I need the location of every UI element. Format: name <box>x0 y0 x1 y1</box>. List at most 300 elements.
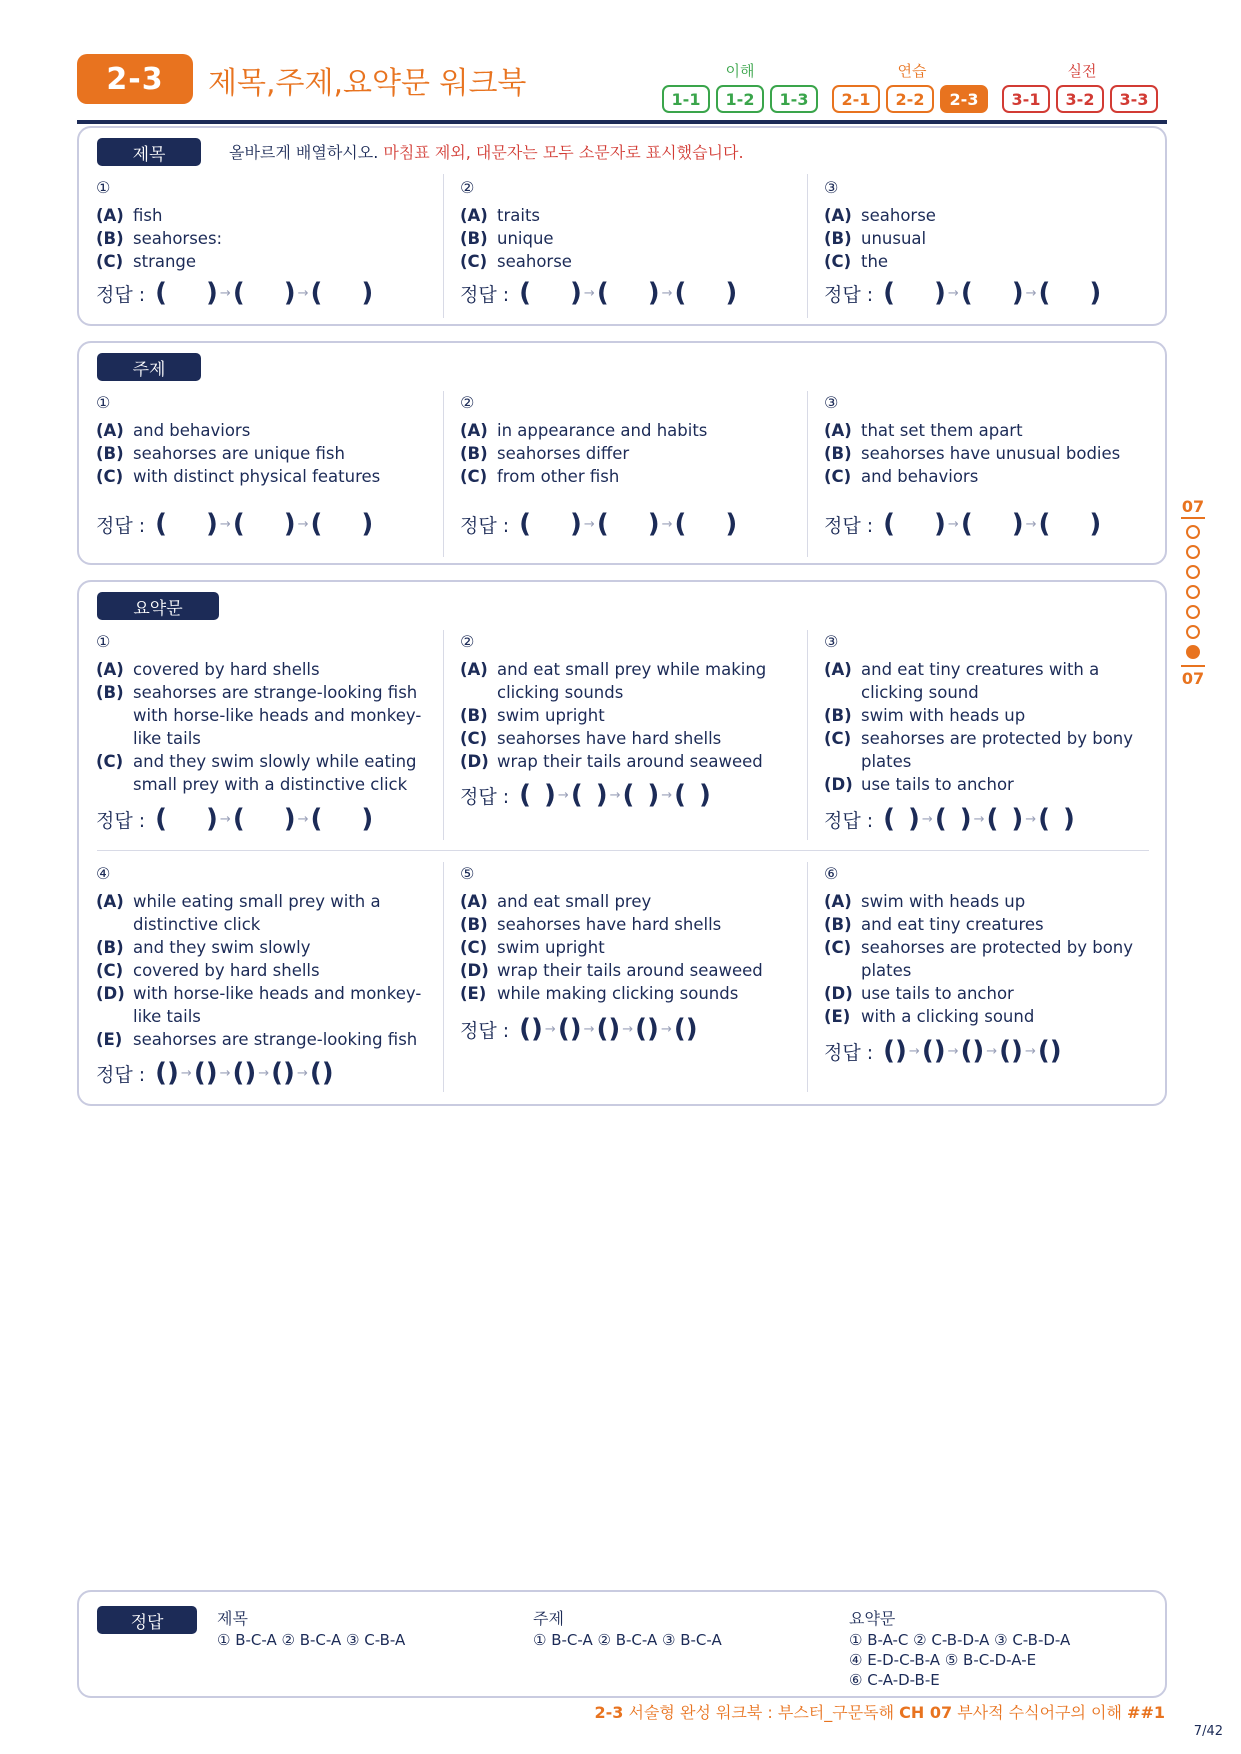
choice-item <box>460 727 800 750</box>
answer-blank[interactable]: ( ) <box>519 780 556 810</box>
answer-blank[interactable]: ( ) <box>310 278 374 308</box>
choice-text: seahorses are strange-looking fish <box>133 1030 418 1049</box>
answer-blank[interactable]: () <box>673 1014 698 1044</box>
choice-item <box>96 227 436 250</box>
choice-label: (B) <box>96 683 124 702</box>
answer-key <box>77 1590 1167 1698</box>
choice-text: and behaviors <box>861 467 979 486</box>
arrow-icon: → <box>908 1043 920 1059</box>
answer-blanks <box>96 804 373 834</box>
instruction-note: 마침표 제외, 대문자는 모두 소문자로 표시했습니다. <box>383 143 744 162</box>
answer-blanks <box>824 509 1101 539</box>
choice-item <box>96 465 436 488</box>
answer-blanks <box>460 278 737 308</box>
arrow-icon: → <box>557 787 569 803</box>
answer-blanks <box>824 278 1101 308</box>
choice-item <box>460 465 800 488</box>
choice-item <box>824 773 1164 796</box>
title-section <box>77 126 1167 326</box>
answer-blank[interactable]: () <box>883 1036 907 1066</box>
answer-blank[interactable]: ( ) <box>519 278 582 308</box>
arrow-icon: → <box>583 516 595 532</box>
answer-key-summary-head: 요약문 <box>849 1609 896 1628</box>
choice-label: (E) <box>96 1030 123 1049</box>
answer-blank[interactable]: ( ) <box>155 509 218 539</box>
choice-label: (E) <box>460 984 487 1003</box>
question-number: ② <box>460 632 475 651</box>
chapter-progress <box>1181 497 1205 688</box>
choice-label: (C) <box>460 252 488 271</box>
answer-label: 정답 : <box>460 514 510 537</box>
choice-label: (C) <box>824 938 852 957</box>
choice-label: (D) <box>96 984 125 1003</box>
answer-blank[interactable]: ( ) <box>960 278 1024 308</box>
arrow-icon: → <box>583 285 595 301</box>
arrow-icon: → <box>219 285 231 301</box>
choice-item <box>824 704 1164 727</box>
answer-label: 정답 : <box>96 809 146 832</box>
choice-label: (A) <box>460 892 488 911</box>
chapter-number-top: 07 <box>1181 497 1205 519</box>
answer-blank[interactable]: ( ) <box>596 278 660 308</box>
answer-blank[interactable]: ( ) <box>622 780 660 810</box>
choice-label: (B) <box>824 229 852 248</box>
choice-label: (C) <box>824 252 852 271</box>
choice-item <box>460 250 800 273</box>
group-label-practice: 연습 <box>897 62 927 80</box>
choice-text: and eat small prey while making clicking sounds <box>497 660 767 702</box>
choice-label: (A) <box>460 421 488 440</box>
answer-blank[interactable]: () <box>960 1036 985 1066</box>
choice-item <box>460 442 800 465</box>
answer-blank[interactable]: ( ) <box>155 804 218 834</box>
answer-label: 정답 : <box>460 283 510 306</box>
choice-label: (C) <box>824 467 852 486</box>
arrow-icon: → <box>661 285 673 301</box>
answer-blank[interactable]: () <box>596 1014 621 1044</box>
arrow-icon: → <box>219 811 231 827</box>
answer-label: 정답 : <box>824 514 874 537</box>
choice-label: (C) <box>460 729 488 748</box>
choice-item <box>96 936 436 959</box>
choice-text: seahorses have hard shells <box>497 915 722 934</box>
choice-label: (B) <box>824 915 852 934</box>
choice-item <box>824 936 1164 982</box>
choice-text: and they swim slowly <box>133 938 311 957</box>
step-2-2[interactable]: 2-2 <box>886 85 934 113</box>
choice-item <box>824 982 1164 1005</box>
arrow-icon: → <box>1024 1043 1036 1059</box>
choice-item <box>96 442 436 465</box>
choice-item <box>460 913 800 936</box>
question <box>460 862 800 1005</box>
answer-blank[interactable]: () <box>232 1058 257 1088</box>
choice-text: from other fish <box>497 467 620 486</box>
choice-item <box>460 658 800 704</box>
footer-book: 서술형 완성 워크북 : 부스터_구문독해 <box>623 1703 900 1722</box>
choice-item <box>460 750 800 773</box>
answer-blank[interactable]: ( ) <box>1038 804 1075 834</box>
answer-blank[interactable]: ( ) <box>232 278 296 308</box>
choice-text: and eat small prey <box>497 892 652 911</box>
answer-blank[interactable]: ( ) <box>674 780 711 810</box>
arrow-icon: → <box>544 1021 556 1037</box>
choice-text: use tails to anchor <box>861 984 1014 1003</box>
question <box>460 391 800 488</box>
footer-title <box>595 1700 1165 1723</box>
choice-text: seahorses are protected by bony plates <box>861 938 1134 980</box>
arrow-icon: → <box>1025 516 1037 532</box>
answer-blank[interactable]: ( ) <box>596 509 660 539</box>
section-tag-title: 제목 <box>97 138 201 166</box>
choice-item <box>460 704 800 727</box>
choice-text: that set them apart <box>861 421 1023 440</box>
answer-blank[interactable]: () <box>519 1014 543 1044</box>
choice-item <box>824 442 1164 465</box>
choice-label: (A) <box>96 206 124 225</box>
step-3-1[interactable]: 3-1 <box>1002 85 1050 113</box>
choice-label: (B) <box>460 229 488 248</box>
answer-blanks <box>824 804 1075 834</box>
answer-label: 정답 : <box>96 514 146 537</box>
question <box>96 630 436 796</box>
choice-item <box>96 204 436 227</box>
step-2-1[interactable]: 2-1 <box>832 85 880 113</box>
answer-blank[interactable]: () <box>921 1036 946 1066</box>
choice-text: use tails to anchor <box>861 775 1014 794</box>
arrow-icon: → <box>661 787 673 803</box>
choice-label: (A) <box>824 660 852 679</box>
choice-text: seahorses are protected by bony plates <box>861 729 1134 771</box>
footer-suffix: ##1 <box>1127 1703 1165 1722</box>
choice-label: (E) <box>824 1007 851 1026</box>
choice-label: (A) <box>824 421 852 440</box>
chapter-number-bottom: 07 <box>1181 665 1205 688</box>
answer-blanks <box>824 1036 1062 1066</box>
arrow-icon: → <box>973 811 985 827</box>
question <box>96 862 436 1051</box>
answer-blank[interactable]: ( ) <box>1038 278 1102 308</box>
choice-text: seahorse <box>497 252 572 271</box>
answer-key-topic-head: 주제 <box>533 1609 564 1628</box>
choice-text: seahorses are unique fish <box>133 444 345 463</box>
answer-blank[interactable]: ( ) <box>310 509 374 539</box>
answer-blank[interactable]: ( ) <box>570 780 608 810</box>
choice-item <box>96 1028 436 1051</box>
summary-section <box>77 580 1167 1106</box>
choice-text: seahorse <box>861 206 936 225</box>
answer-key-summary-line3: ⑥ C-A-D-B-E <box>849 1671 940 1689</box>
footer-chapter: CH 07 <box>899 1703 953 1722</box>
choice-item <box>96 419 436 442</box>
choice-label: (B) <box>96 938 124 957</box>
choice-label: (C) <box>96 752 124 771</box>
choice-label: (C) <box>460 938 488 957</box>
choice-text: seahorses: <box>133 229 223 248</box>
answer-blanks <box>96 509 373 539</box>
arrow-icon: → <box>660 1021 672 1037</box>
answer-blank[interactable]: ( ) <box>883 509 946 539</box>
choice-item <box>824 419 1164 442</box>
step-1-1[interactable]: 1-1 <box>662 85 710 113</box>
choice-label: (D) <box>824 984 853 1003</box>
choice-label: (B) <box>96 444 124 463</box>
choice-item <box>460 227 800 250</box>
choice-text: in appearance and habits <box>497 421 708 440</box>
instruction-main: 올바르게 배열하시오. <box>229 143 379 162</box>
choice-item <box>824 1005 1164 1028</box>
question-number: ⑥ <box>824 864 839 883</box>
arrow-icon: → <box>219 1065 231 1081</box>
choice-item <box>460 890 800 913</box>
question <box>460 630 800 773</box>
choice-label: (C) <box>96 252 124 271</box>
choice-label: (C) <box>460 467 488 486</box>
answer-label: 정답 : <box>96 283 146 306</box>
choice-label: (D) <box>824 775 853 794</box>
choice-item <box>460 936 800 959</box>
arrow-icon: → <box>297 811 309 827</box>
step-3-2[interactable]: 3-2 <box>1056 85 1104 113</box>
topic-section <box>77 341 1167 565</box>
choice-item <box>824 204 1164 227</box>
choice-text: strange <box>133 252 197 271</box>
choice-text: unusual <box>861 229 927 248</box>
answer-blank[interactable]: () <box>635 1014 659 1044</box>
step-2-3[interactable]: 2-3 <box>940 85 988 113</box>
answer-blanks <box>460 509 737 539</box>
answer-blank[interactable]: () <box>309 1058 334 1088</box>
choice-label: (B) <box>460 444 488 463</box>
question-number: ⑤ <box>460 864 475 883</box>
arrow-icon: → <box>947 516 959 532</box>
question-number: ① <box>96 178 111 197</box>
choice-label: (A) <box>96 421 124 440</box>
answer-label: 정답 : <box>824 1041 874 1064</box>
arrow-icon: → <box>1025 285 1037 301</box>
choice-item <box>824 250 1164 273</box>
choice-text: traits <box>497 206 541 225</box>
progress-dot <box>1186 545 1200 559</box>
choice-label: (B) <box>824 444 852 463</box>
choice-label: (A) <box>460 206 488 225</box>
answer-blank[interactable]: ( ) <box>960 509 1024 539</box>
choice-item <box>96 750 436 796</box>
answer-label: 정답 : <box>824 809 874 832</box>
answer-key-title-head: 제목 <box>217 1609 248 1628</box>
answer-blanks <box>460 780 711 810</box>
question-number: ③ <box>824 632 839 651</box>
footer-chapter-title: 부사적 수식어구의 이해 <box>952 1703 1128 1722</box>
section-tag-topic: 주제 <box>97 353 201 381</box>
question-number: ④ <box>96 864 111 883</box>
choice-item <box>460 982 800 1005</box>
answer-blank[interactable]: ( ) <box>519 509 582 539</box>
arrow-icon: → <box>296 1065 308 1081</box>
question <box>460 176 800 273</box>
question <box>824 630 1164 796</box>
choice-item <box>96 890 436 936</box>
choice-label: (C) <box>96 961 124 980</box>
progress-dot <box>1186 625 1200 639</box>
choice-text: while eating small prey with a distinctive click <box>133 892 381 934</box>
progress-dot <box>1186 585 1200 599</box>
choice-item <box>460 959 800 982</box>
choice-item <box>824 465 1164 488</box>
answer-key-summary-line2: ④ E-D-C-B-A ⑤ B-C-D-A-E <box>849 1651 1037 1669</box>
answer-label: 정답 : <box>824 283 874 306</box>
choice-item <box>96 959 436 982</box>
answer-key-tag: 정답 <box>97 1606 197 1634</box>
lesson-badge: 2-3 <box>77 54 193 104</box>
answer-blank[interactable]: ( ) <box>986 804 1024 834</box>
question <box>96 391 436 488</box>
choice-text: seahorses are strange-looking fish with horse-like heads and monkey-like tails <box>133 683 422 748</box>
choice-label: (D) <box>460 961 489 980</box>
choice-text: swim upright <box>497 706 605 725</box>
answer-blanks <box>460 1014 698 1044</box>
choice-text: swim with heads up <box>861 706 1026 725</box>
answer-blank[interactable]: ( ) <box>310 804 374 834</box>
answer-label: 정답 : <box>460 1019 510 1042</box>
choice-label: (D) <box>460 752 489 771</box>
choice-text: wrap their tails around seaweed <box>497 961 763 980</box>
choice-text: seahorses have unusual bodies <box>861 444 1121 463</box>
arrow-icon: → <box>947 285 959 301</box>
choice-item <box>824 227 1164 250</box>
progress-dot <box>1186 605 1200 619</box>
question-number: ① <box>96 393 111 412</box>
choice-item <box>824 913 1164 936</box>
progress-dot <box>1186 645 1200 659</box>
answer-blank[interactable]: ( ) <box>883 278 946 308</box>
choice-text: while making clicking sounds <box>497 984 739 1003</box>
arrow-icon: → <box>947 1043 959 1059</box>
progress-dot <box>1186 565 1200 579</box>
arrow-icon: → <box>297 285 309 301</box>
arrow-icon: → <box>921 811 933 827</box>
choice-text: swim with heads up <box>861 892 1026 911</box>
answer-blank[interactable]: () <box>271 1058 295 1088</box>
arrow-icon: → <box>1025 811 1037 827</box>
choice-label: (A) <box>96 660 124 679</box>
arrow-icon: → <box>180 1065 192 1081</box>
step-1-3[interactable]: 1-3 <box>770 85 818 113</box>
choice-item <box>460 204 800 227</box>
group-label-real: 실전 <box>1067 62 1097 80</box>
choice-text: fish <box>133 206 163 225</box>
choice-item <box>824 890 1164 913</box>
answer-key-summary-line1: ① B-A-C ② C-B-D-A ③ C-B-D-A <box>849 1631 1071 1649</box>
answer-blank[interactable]: ( ) <box>1038 509 1102 539</box>
question-number: ③ <box>824 178 839 197</box>
answer-blank[interactable]: ( ) <box>155 278 218 308</box>
answer-blank[interactable]: ( ) <box>934 804 972 834</box>
arrow-icon: → <box>583 1021 595 1037</box>
choice-text: covered by hard shells <box>133 961 320 980</box>
choice-text: and they swim slowly while eating small prey with a distinctive click <box>133 752 417 794</box>
choice-item <box>824 727 1164 773</box>
choice-label: (A) <box>824 892 852 911</box>
answer-blank[interactable]: ( ) <box>674 509 738 539</box>
page-title: 제목,주제,요약문 워크북 <box>208 66 527 101</box>
choice-label: (B) <box>460 915 488 934</box>
answer-blank[interactable]: () <box>999 1036 1023 1066</box>
question-number: ② <box>460 393 475 412</box>
answer-blank[interactable]: () <box>557 1014 582 1044</box>
group-label-understand: 이해 <box>725 62 755 80</box>
choice-item <box>96 982 436 1028</box>
choice-label: (A) <box>824 206 852 225</box>
choice-text: and eat tiny creatures with a clicking sound <box>861 660 1100 702</box>
choice-label: (B) <box>96 229 124 248</box>
answer-key-title-values: ① B-C-A ② B-C-A ③ C-B-A <box>217 1631 406 1649</box>
answer-blank[interactable]: ( ) <box>674 278 738 308</box>
choice-label: (B) <box>824 706 852 725</box>
answer-blank[interactable]: ( ) <box>232 804 296 834</box>
choice-label: (B) <box>460 706 488 725</box>
answer-blank[interactable]: () <box>193 1058 218 1088</box>
question-number: ③ <box>824 393 839 412</box>
choice-text: swim upright <box>497 938 605 957</box>
answer-blank[interactable]: ( ) <box>883 804 920 834</box>
arrow-icon: → <box>622 1021 634 1037</box>
choice-text: and eat tiny creatures <box>861 915 1044 934</box>
choice-item <box>96 250 436 273</box>
step-1-2[interactable]: 1-2 <box>716 85 764 113</box>
choice-item <box>96 681 436 750</box>
answer-blanks <box>96 278 373 308</box>
question-number: ① <box>96 632 111 651</box>
arrow-icon: → <box>609 787 621 803</box>
answer-label: 정답 : <box>96 1063 146 1086</box>
choice-text: and behaviors <box>133 421 251 440</box>
choice-item <box>824 658 1164 704</box>
arrow-icon: → <box>258 1065 270 1081</box>
answer-blank[interactable]: () <box>155 1058 179 1088</box>
question-number: ② <box>460 178 475 197</box>
choice-text: with horse-like heads and monkey-like tails <box>133 984 422 1026</box>
choice-text: wrap their tails around seaweed <box>497 752 763 771</box>
arrow-icon: → <box>661 516 673 532</box>
question <box>96 176 436 273</box>
footer-code: 2-3 <box>594 1703 624 1722</box>
answer-blank[interactable]: ( ) <box>232 509 296 539</box>
choice-text: unique <box>497 229 554 248</box>
answer-blank[interactable]: () <box>1037 1036 1062 1066</box>
question <box>824 176 1164 273</box>
choice-label: (C) <box>824 729 852 748</box>
arrow-icon: → <box>986 1043 998 1059</box>
choice-text: seahorses have hard shells <box>497 729 722 748</box>
question <box>824 862 1164 1028</box>
answer-label: 정답 : <box>460 785 510 808</box>
choice-text: seahorses differ <box>497 444 630 463</box>
choice-label: (A) <box>460 660 488 679</box>
step-3-3[interactable]: 3-3 <box>1110 85 1158 113</box>
page-number: 7/42 <box>1193 1724 1223 1739</box>
choice-item <box>460 419 800 442</box>
choice-item <box>96 658 436 681</box>
choice-label: (C) <box>96 467 124 486</box>
answer-blanks <box>96 1058 334 1088</box>
arrow-icon: → <box>219 516 231 532</box>
progress-dot <box>1186 525 1200 539</box>
choice-text: covered by hard shells <box>133 660 320 679</box>
answer-key-topic-values: ① B-C-A ② B-C-A ③ B-C-A <box>533 1631 722 1649</box>
arrow-icon: → <box>297 516 309 532</box>
choice-label: (A) <box>96 892 124 911</box>
